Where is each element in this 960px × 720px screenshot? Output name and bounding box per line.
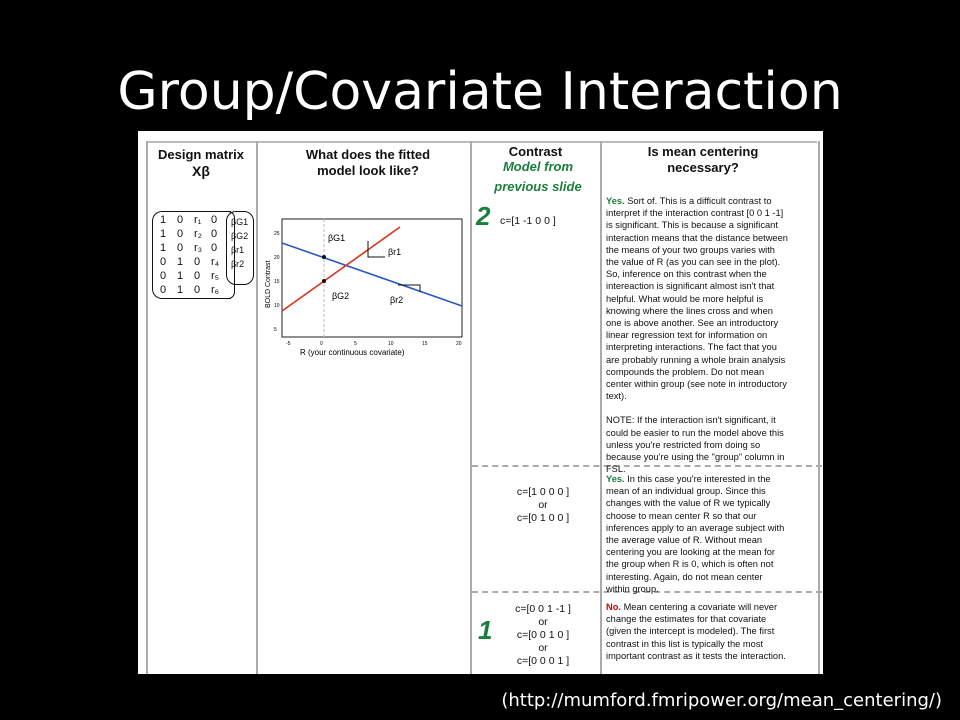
x-tick-label: 10 [388,341,394,347]
intercept-point-g2 [322,279,326,283]
marker-2: 2 [476,201,491,231]
table-border-left [146,141,148,674]
y-tick-label: 25 [274,231,280,237]
label-beta-g1: βG1 [328,233,346,243]
header-contrast: Contrast [508,144,563,159]
fitted-model-plot [260,213,470,361]
design-table [138,131,823,674]
table-top-border [146,141,817,143]
contrast-line: c=[0 0 1 0 ] [516,629,570,641]
contrast-line: c=[0 1 0 0 ] [516,512,570,524]
y-tick-label: 20 [274,255,280,261]
contrast-line: c=[0 0 0 1 ] [516,655,570,667]
y-tick-label: 15 [274,279,280,285]
y-tick-label: 10 [274,303,280,309]
matrix-row: 0 1 0 r₆ [160,284,220,296]
contrast-row-1: c=[1 -1 0 0 ] [500,215,556,227]
contrast-row-3 [498,603,588,668]
slide-title: Group/Covariate Interaction [117,62,843,122]
header-fitted-model: What does the fitted model look like? [305,147,431,178]
source-url: (http://mumford.fmripower.org/mean_centering/) [501,690,942,711]
x-tick-label: 20 [456,341,462,347]
header-design-matrix: Design matrix Xβ [158,147,244,179]
beta-entry: βr2 [231,259,245,269]
contrast-row-2 [498,486,588,525]
centering-note-row-3: No. Mean centering a covariate will never change the estimates for that covariate (given the intercept is modeled). The first contrast in this list is typically the most important contrast as it tests the interaction. [606,602,786,661]
centering-note-row-2: Yes. In this case you're interested in the mean of an individual group. Since this changes with the value of R we typically choose to mean center R so that our inferences apply to an average subject with the average value of R. Without mean centering you are looking at the mean for the group when R is 0, which is often not interesting. Again, do not mean center within group. [606,474,785,594]
model-from-previous-slide-note: Model from previous slide [494,159,582,194]
y-axis-label: BOLD Contrast [265,260,272,308]
matrix-row: 1 0 r₁ 0 [160,214,218,226]
matrix-row: 1 0 r₂ 0 [160,228,218,240]
matrix-row: 0 1 0 r₄ [160,256,220,268]
beta-entry: βr1 [231,245,245,255]
contrast-line: or [538,642,548,654]
beta-entry: βG1 [231,217,249,227]
column-divider-3 [600,141,602,674]
y-tick-label: 5 [274,327,277,333]
beta-entry: βG2 [231,231,249,241]
x-tick-label: 0 [320,341,323,347]
marker-1: 1 [478,615,493,645]
label-beta-r2: βr2 [390,295,404,305]
intercept-point-g1 [322,255,326,259]
y-ticks [274,231,280,333]
x-axis-label: R (your continuous covariate) [300,348,405,357]
table-border-right [818,141,820,674]
matrix-row: 0 1 0 r₅ [160,270,220,282]
beta-vector-entries [231,215,248,271]
label-beta-r1: βr1 [388,247,402,257]
x-ticks [286,341,462,347]
header-mean-centering: Is mean centering necessary? [647,144,759,175]
column-divider-1 [256,141,258,674]
x-tick-label: 5 [354,341,357,347]
x-tick-label: -5 [286,341,291,347]
contrast-line: c=[1 0 0 0 ] [516,486,570,498]
matrix-row: 1 0 r₃ 0 [160,242,218,254]
x-tick-label: 15 [422,341,428,347]
contrast-line: c=[0 0 1 -1 ] [515,603,571,615]
centering-note-row-1: Yes. Sort of. This is a difficult contrast to interpret if the interaction contrast [0 0 1 -1] is significant. This is because a significant interaction means that the distance between the means of your two groups varies with the value of R (as you can see in the plot). So, inference on this contrast when the intereaction is significant almost isn't that helpful. What would be more helpful is knowing where the lines cross and when one is above another. See an introductory linear regression text for information on interpreting interactions. The fact that you are probably running a whole brain analysis compounds the problem. Do not mean center within group (see note in introductory text). NOTE: If the interaction isn't significant, it could be easier to run the model above this unless you're restricted from doing so because you're using the "group" column in FSL. [606,196,788,475]
column-divider-2 [470,141,472,674]
plot-frame [282,219,462,337]
design-matrix [160,213,230,297]
label-beta-g2: βG2 [332,291,350,301]
group1-line [282,243,462,306]
contrast-line: or [538,616,548,628]
contrast-line: or [538,499,548,511]
